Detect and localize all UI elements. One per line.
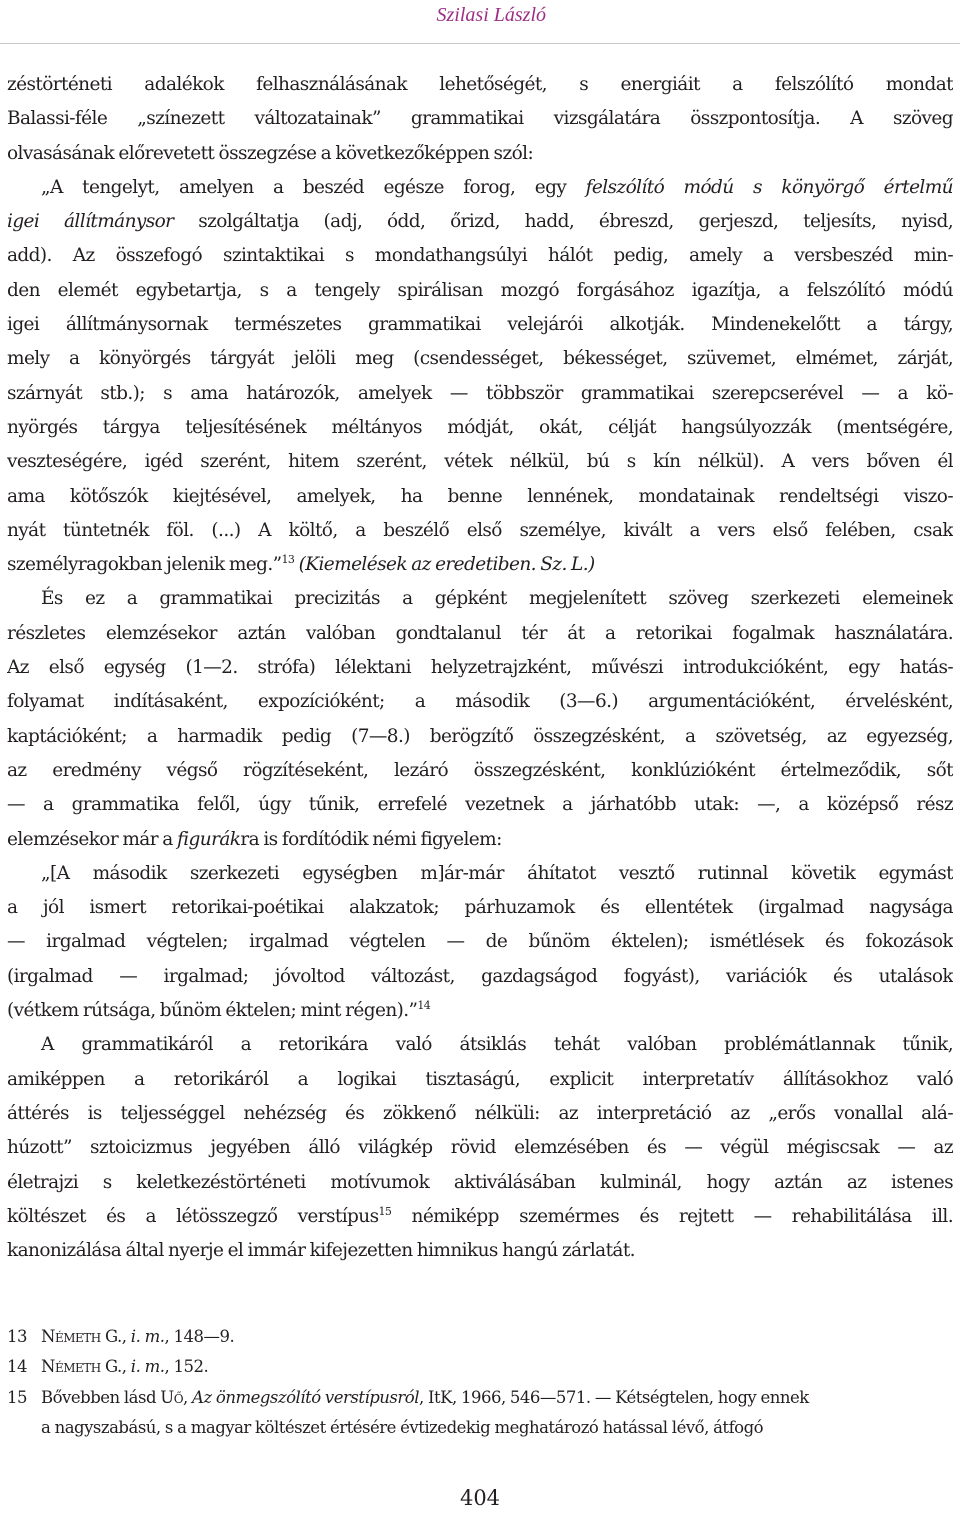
text-line: az eredmény végső rögzítéseként, lezáró összegzésként, konklúzióként értelmeződik, sőt <box>7 759 953 781</box>
footnote-text <box>41 1383 953 1413</box>
page-number: 404 <box>459 1486 501 1510</box>
footnote-13 <box>7 1322 953 1352</box>
text-segment: elemzésekor már a <box>7 828 177 850</box>
text-line <box>7 548 953 582</box>
footnote-number: 14 <box>7 1357 27 1377</box>
text-line: nyörgés tárgya teljesítésének méltányos módját, okát, célját hangsúlyozzák (mentségére, <box>7 416 953 438</box>
quote-line <box>7 171 953 205</box>
text-line: add). Az összefogó szintaktikai s mondathangsúlyi hálót pedig, amely a versbeszéd min- <box>7 245 953 267</box>
text-line: ama kötőszók kiejtésével, amelyek, ha benne lennének, mondatainak rendeltségi viszo- <box>7 485 953 507</box>
text-segment: költészet és a létösszegző verstípus <box>7 1205 379 1227</box>
text-line: zéstörténeti adalékok felhasználásának lehetőségét, s energiáit a felszólító mondat <box>7 74 953 95</box>
text-line: szárnyát stb.); s ama határozók, amelyek — többször grammatikai szerepcserével — a kö- <box>7 382 953 404</box>
quote-emphasis: felszólító módú s könyörgő értelmű <box>585 176 953 198</box>
footnote-work: i. m. <box>130 1327 165 1346</box>
text-line: A grammatikáról a retorikára való átsiklás tehát valóban problémátlannak tűnik, <box>41 1034 953 1056</box>
main-text <box>7 68 953 1268</box>
footnote-sep: , <box>121 1327 131 1346</box>
term-emphasis: figurák <box>176 828 241 850</box>
text-line: folyamat indításaként, expozícióként; a második (3—6.) argumentációként, érvelésként, <box>7 691 953 713</box>
footnote-author: Uő <box>160 1387 184 1407</box>
footnote-15 <box>7 1383 953 1413</box>
quote-line: a jól ismert retorikai-poétikai alakzatok; párhuzamok és ellentétek (irgalmad nagysága <box>7 897 953 919</box>
footnote-rest: , 148—9. <box>164 1327 235 1346</box>
text-segment: némiképp szemérmes és rejtett — rehabilitálása ill. <box>391 1205 953 1227</box>
footnote-ref-13[interactable]: 13 <box>281 553 295 566</box>
footnote-pre: Bővebben lásd <box>41 1387 161 1407</box>
text-line <box>7 823 953 857</box>
footnote-continuation: a nagyszabású, s a magyar költészet értésére évtizedekig meghatározó hatással lévő, átfogó <box>41 1417 764 1437</box>
text-line: nyát tüntetnék föl. (...) A költő, a beszélő első személye, kivált a vers első felében, csak <box>7 519 953 541</box>
text-line: húzott” sztoicizmus jegyében álló világkép rövid elemzésében és — végül mégiscsak — az <box>7 1137 953 1159</box>
footnote-author: Németh G. <box>41 1327 122 1346</box>
text-line: áttérés is teljességgel nehézség és zökkenő nélküli: az interpretáció az „erős vonallal alá- <box>7 1102 953 1124</box>
text-line: amiképpen a retorikáról a logikai tisztaságú, explicit interpretatív állításokhoz való <box>7 1068 953 1090</box>
footnote-text <box>41 1352 953 1382</box>
quote-emphasis: igei állítmánysor <box>7 211 174 233</box>
text-line: veszteségére, igéd szerént, hitem szerént, vétek nélkül, bú s kín nélkül). A vers bőven él <box>7 451 953 473</box>
header-divider <box>0 43 960 44</box>
text-line: den elemét egybetartja, s a tengely spirálisan mozgó forgásához igazítja, a felszólító módú <box>7 279 953 301</box>
text-line: kanonizálása által nyerje el immár kifejezetten himnikus hangú zárlatát. <box>7 1240 635 1262</box>
quote-text: „A tengelyt, amelyen a beszéd egésze forog, egy <box>41 176 586 198</box>
footnote-number: 13 <box>7 1327 27 1346</box>
quote-text: szolgáltatja (adj, ódd, őrizd, hadd, ébreszd, gerjeszd, teljesíts, nyisd, <box>173 211 953 233</box>
text-line: életrajzi s keletkezéstörténeti motívumok aktiválásában kulminál, hogy aztán az istenes <box>7 1171 953 1193</box>
text-line <box>7 1200 953 1234</box>
footnote-sep: , <box>121 1357 131 1377</box>
text-line: részletes elemzésekor aztán valóban gondtalanul tér át a retorikai fogalmak használatára. <box>7 622 953 644</box>
footnotes <box>7 1322 953 1443</box>
quote-line: — irgalmad végtelen; irgalmad végtelen — de bűnöm éktelen); ismétlések és fokozások <box>7 931 953 953</box>
footnote-sep: , <box>183 1387 193 1407</box>
footnote-rest: , 152. <box>164 1357 209 1377</box>
text-line: — a grammatika felől, úgy tűnik, errefelé vezetnek a járhatóbb utak: —, a középső rész <box>7 794 953 816</box>
running-header-author: Szilasi László <box>436 4 546 26</box>
quote-line <box>7 205 953 239</box>
text-line: igei állítmánysornak természetes grammatikai velejárói alkotják. Mindenekelőtt a tárgy, <box>7 314 953 336</box>
text-line: olvasásának előrevetett összegzése a következőképpen szól: <box>7 142 534 164</box>
quote-text: személyragokban jelenik meg.” <box>7 554 282 576</box>
footnote-number: 15 <box>7 1387 27 1407</box>
text-segment: ra is fordítódik némi figyelem: <box>240 828 502 850</box>
footnote-author: Németh G. <box>41 1357 122 1377</box>
footnote-work: i. m. <box>130 1357 165 1377</box>
footnote-ref-15[interactable]: 15 <box>378 1204 392 1218</box>
quote-line <box>7 994 953 1028</box>
text-line: mely a könyörgés tárgyát jelöli meg (csendességet, békességet, szüvemet, elmémet, zárját, <box>7 348 953 370</box>
text-line: Balassi-féle „színezett változatainak” grammatikai vizsgálatára összpontosítja. A szöveg <box>7 108 953 130</box>
quote-line: (irgalmad — irgalmad; jóvoltod változást, gazdagságod fogyást), variációk és utalások <box>7 965 953 987</box>
text-line: És ez a grammatikai precizitás a gépként megjelenített szöveg szerkezeti elemeinek <box>41 588 953 610</box>
editorial-note: (Kiemelések az eredetiben. Sz. L.) <box>294 554 595 576</box>
footnote-rest: , ItK, 1966, 546—571. — Kétségtelen, hogy ennek <box>419 1387 809 1407</box>
footnote-text <box>41 1322 953 1352</box>
footnote-14 <box>7 1352 953 1382</box>
quote-text: (vétkem rútsága, bűnöm éktelen; mint régen).” <box>7 1000 418 1022</box>
text-line: kaptációként; a harmadik pedig (7—8.) berögzítő összegzésként, a szövetség, az egyezség, <box>7 725 953 747</box>
text-line: Az első egység (1—2. strófa) lélektani helyzetrajzként, művészi introdukcióként, egy hatás- <box>7 657 953 679</box>
footnote-work: Az önmegszólító verstípusról <box>192 1387 419 1407</box>
quote-line: „[A második szerkezeti egységben m]ár-már áhítatot vesztő rutinnal követik egymást <box>41 862 953 884</box>
footnote-ref-14[interactable]: 14 <box>417 998 431 1012</box>
running-header <box>0 0 960 44</box>
